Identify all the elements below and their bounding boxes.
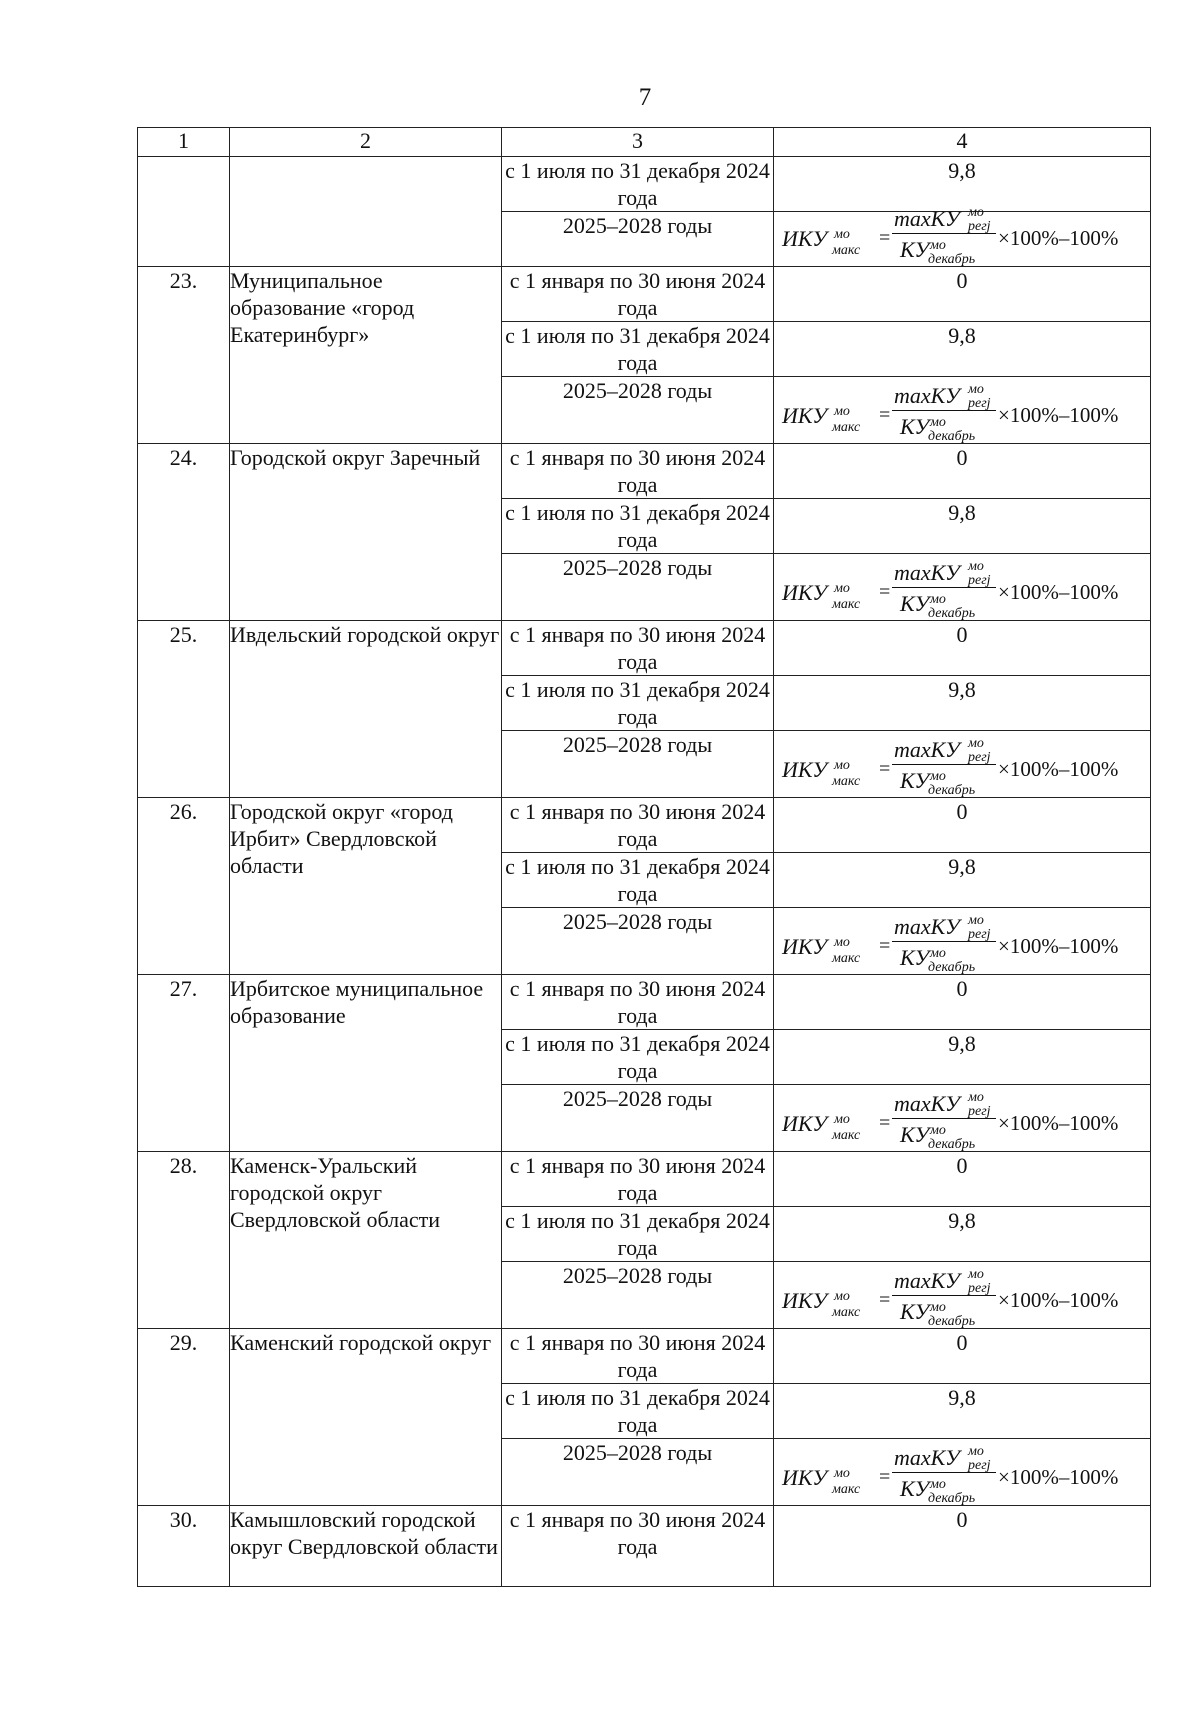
- formula-denominator: КУ мо декабрь: [900, 1476, 976, 1506]
- entry-name: Городской округ Заречный: [230, 444, 502, 621]
- value-cell: 9,8: [774, 157, 1151, 212]
- formula-tail: ×100%–100%: [998, 580, 1119, 604]
- tariff-table: [137, 127, 1151, 1587]
- period-cell: 2025–2028 годы: [502, 377, 774, 444]
- formula-denominator: КУ мо декабрь: [900, 237, 976, 267]
- formula-equals: =: [879, 758, 891, 780]
- entry-name: Камышловский городской округ Свердловской области: [230, 1506, 502, 1587]
- period-cell: с 1 января по 30 июня 2024 года: [502, 444, 774, 499]
- column-header-4: 4: [774, 128, 1151, 157]
- page-number: 7: [638, 84, 652, 111]
- value-cell: 9,8: [774, 853, 1151, 908]
- table-row: [138, 1152, 1151, 1207]
- value-cell: 0: [774, 267, 1151, 322]
- formula-equals: =: [879, 404, 891, 426]
- table-row: [138, 267, 1151, 322]
- entry-number: 28.: [138, 1152, 230, 1329]
- formula-tail: ×100%–100%: [998, 934, 1119, 958]
- formula-cell: [774, 1439, 1151, 1506]
- column-header-2: 2: [230, 128, 502, 157]
- entry-number: 23.: [138, 267, 230, 444]
- formula-fraction: [892, 1267, 996, 1329]
- entry-name: Каменский городской округ: [230, 1329, 502, 1506]
- formula: [782, 913, 1119, 975]
- formula-numerator: maxКУ мо регj: [894, 559, 991, 588]
- formula-denominator: КУ мо декабрь: [900, 1299, 976, 1329]
- table-row: [138, 975, 1151, 1030]
- table-row: [138, 1329, 1151, 1384]
- period-cell: с 1 января по 30 июня 2024 года: [502, 1329, 774, 1384]
- period-cell: с 1 июля по 31 декабря 2024 года: [502, 157, 774, 212]
- formula-numerator: maxКУ мо регj: [894, 1267, 991, 1296]
- formula-numerator: maxКУ мо регj: [894, 1090, 991, 1119]
- period-cell: с 1 июля по 31 декабря 2024 года: [502, 322, 774, 377]
- entry-number: 24.: [138, 444, 230, 621]
- value-cell: 0: [774, 1506, 1151, 1587]
- formula-tail: ×100%–100%: [998, 1465, 1119, 1489]
- period-cell: 2025–2028 годы: [502, 908, 774, 975]
- column-header-1: 1: [138, 128, 230, 157]
- period-cell: с 1 июля по 31 декабря 2024 года: [502, 1384, 774, 1439]
- formula-lhs: ИКУ мо макс: [782, 934, 861, 966]
- entry-name: Муниципальное образование «город Екатеринбург»: [230, 267, 502, 444]
- formula-fraction: [892, 736, 996, 798]
- formula-tail: ×100%–100%: [998, 1111, 1119, 1135]
- entry-number: 30.: [138, 1506, 230, 1587]
- period-cell: 2025–2028 годы: [502, 1439, 774, 1506]
- formula-denominator: КУ мо декабрь: [900, 768, 976, 798]
- formula-lhs: ИКУ мо макс: [782, 1288, 861, 1320]
- formula-cell: [774, 908, 1151, 975]
- formula: [782, 1444, 1119, 1506]
- formula-lhs: ИКУ мо макс: [782, 1465, 861, 1497]
- formula-equals: =: [879, 227, 891, 249]
- period-cell: с 1 июля по 31 декабря 2024 года: [502, 853, 774, 908]
- formula-fraction: [892, 559, 996, 621]
- period-cell: с 1 января по 30 июня 2024 года: [502, 267, 774, 322]
- column-header-3: 3: [502, 128, 774, 157]
- formula-lhs: ИКУ мо макс: [782, 226, 861, 258]
- entry-name: Городской округ «город Ирбит» Свердловской области: [230, 798, 502, 975]
- formula-numerator: maxКУ мо регj: [894, 736, 991, 765]
- formula-denominator: КУ мо декабрь: [900, 414, 976, 444]
- value-cell: 9,8: [774, 1030, 1151, 1085]
- formula-equals: =: [879, 581, 891, 603]
- period-cell: с 1 января по 30 июня 2024 года: [502, 1506, 774, 1587]
- value-cell: 0: [774, 621, 1151, 676]
- value-cell: 9,8: [774, 322, 1151, 377]
- period-cell: с 1 января по 30 июня 2024 года: [502, 621, 774, 676]
- formula-denominator: КУ мо декабрь: [900, 591, 976, 621]
- entry-name: Ирбитское муниципальное образование: [230, 975, 502, 1152]
- formula: [782, 559, 1119, 621]
- formula-cell: [774, 1085, 1151, 1152]
- formula-denominator: КУ мо декабрь: [900, 1122, 976, 1152]
- value-cell: 9,8: [774, 676, 1151, 731]
- formula-numerator: maxКУ мо регj: [894, 913, 991, 942]
- formula-denominator: КУ мо декабрь: [900, 945, 976, 975]
- entry-number: 29.: [138, 1329, 230, 1506]
- formula: [782, 1267, 1119, 1329]
- entry-name: Каменск-Уральский городской округ Свердловской области: [230, 1152, 502, 1329]
- period-cell: 2025–2028 годы: [502, 731, 774, 798]
- value-cell: 0: [774, 975, 1151, 1030]
- formula-equals: =: [879, 1466, 891, 1488]
- formula-lhs: ИКУ мо макс: [782, 403, 861, 435]
- formula-cell: [774, 731, 1151, 798]
- period-cell: с 1 января по 30 июня 2024 года: [502, 975, 774, 1030]
- value-cell: 0: [774, 798, 1151, 853]
- formula-fraction: [892, 1444, 996, 1506]
- value-cell: 9,8: [774, 499, 1151, 554]
- table-header-row: [138, 128, 1151, 157]
- formula: [782, 736, 1119, 798]
- formula-numerator: maxКУ мо регj: [894, 382, 991, 411]
- value-cell: 0: [774, 1329, 1151, 1384]
- entry-number: 25.: [138, 621, 230, 798]
- formula-numerator: maxКУ мо регj: [894, 1444, 991, 1473]
- period-cell: с 1 января по 30 июня 2024 года: [502, 1152, 774, 1207]
- formula-equals: =: [879, 935, 891, 957]
- formula-tail: ×100%–100%: [998, 757, 1119, 781]
- period-cell: с 1 июля по 31 декабря 2024 года: [502, 1207, 774, 1262]
- period-cell: 2025–2028 годы: [502, 554, 774, 621]
- period-cell: с 1 января по 30 июня 2024 года: [502, 798, 774, 853]
- formula-cell: [774, 377, 1151, 444]
- formula-tail: ×100%–100%: [998, 403, 1119, 427]
- period-cell: 2025–2028 годы: [502, 1085, 774, 1152]
- table-row: [138, 157, 1151, 212]
- formula-lhs: ИКУ мо макс: [782, 580, 861, 612]
- formula-cell: [774, 205, 1151, 267]
- entry-number: 26.: [138, 798, 230, 975]
- formula-fraction: [892, 913, 996, 975]
- formula: [782, 1090, 1119, 1152]
- formula-fraction: [892, 205, 996, 267]
- formula-numerator: maxКУ мо регj: [894, 205, 991, 234]
- table-row: [138, 1506, 1151, 1587]
- value-cell: 0: [774, 1152, 1151, 1207]
- entry-number: [138, 157, 230, 267]
- period-cell: с 1 июля по 31 декабря 2024 года: [502, 499, 774, 554]
- formula-tail: ×100%–100%: [998, 226, 1119, 250]
- formula-lhs: ИКУ мо макс: [782, 1111, 861, 1143]
- period-cell: 2025–2028 годы: [502, 212, 774, 267]
- formula-equals: =: [879, 1112, 891, 1134]
- formula-tail: ×100%–100%: [998, 1288, 1119, 1312]
- value-cell: 9,8: [774, 1384, 1151, 1439]
- period-cell: 2025–2028 годы: [502, 1262, 774, 1329]
- table-row: [138, 444, 1151, 499]
- entry-name: Ивдельский городской округ: [230, 621, 502, 798]
- entry-name: [230, 157, 502, 267]
- formula: [782, 205, 1119, 267]
- formula-equals: =: [879, 1289, 891, 1311]
- value-cell: 0: [774, 444, 1151, 499]
- formula-fraction: [892, 382, 996, 444]
- period-cell: с 1 июля по 31 декабря 2024 года: [502, 1030, 774, 1085]
- entry-number: 27.: [138, 975, 230, 1152]
- table-body: [138, 128, 1151, 1587]
- period-cell: с 1 июля по 31 декабря 2024 года: [502, 676, 774, 731]
- value-cell: 9,8: [774, 1207, 1151, 1262]
- formula-fraction: [892, 1090, 996, 1152]
- formula-cell: [774, 554, 1151, 621]
- table-row: [138, 621, 1151, 676]
- formula: [782, 382, 1119, 444]
- formula-lhs: ИКУ мо макс: [782, 757, 861, 789]
- formula-cell: [774, 1262, 1151, 1329]
- table-row: [138, 798, 1151, 853]
